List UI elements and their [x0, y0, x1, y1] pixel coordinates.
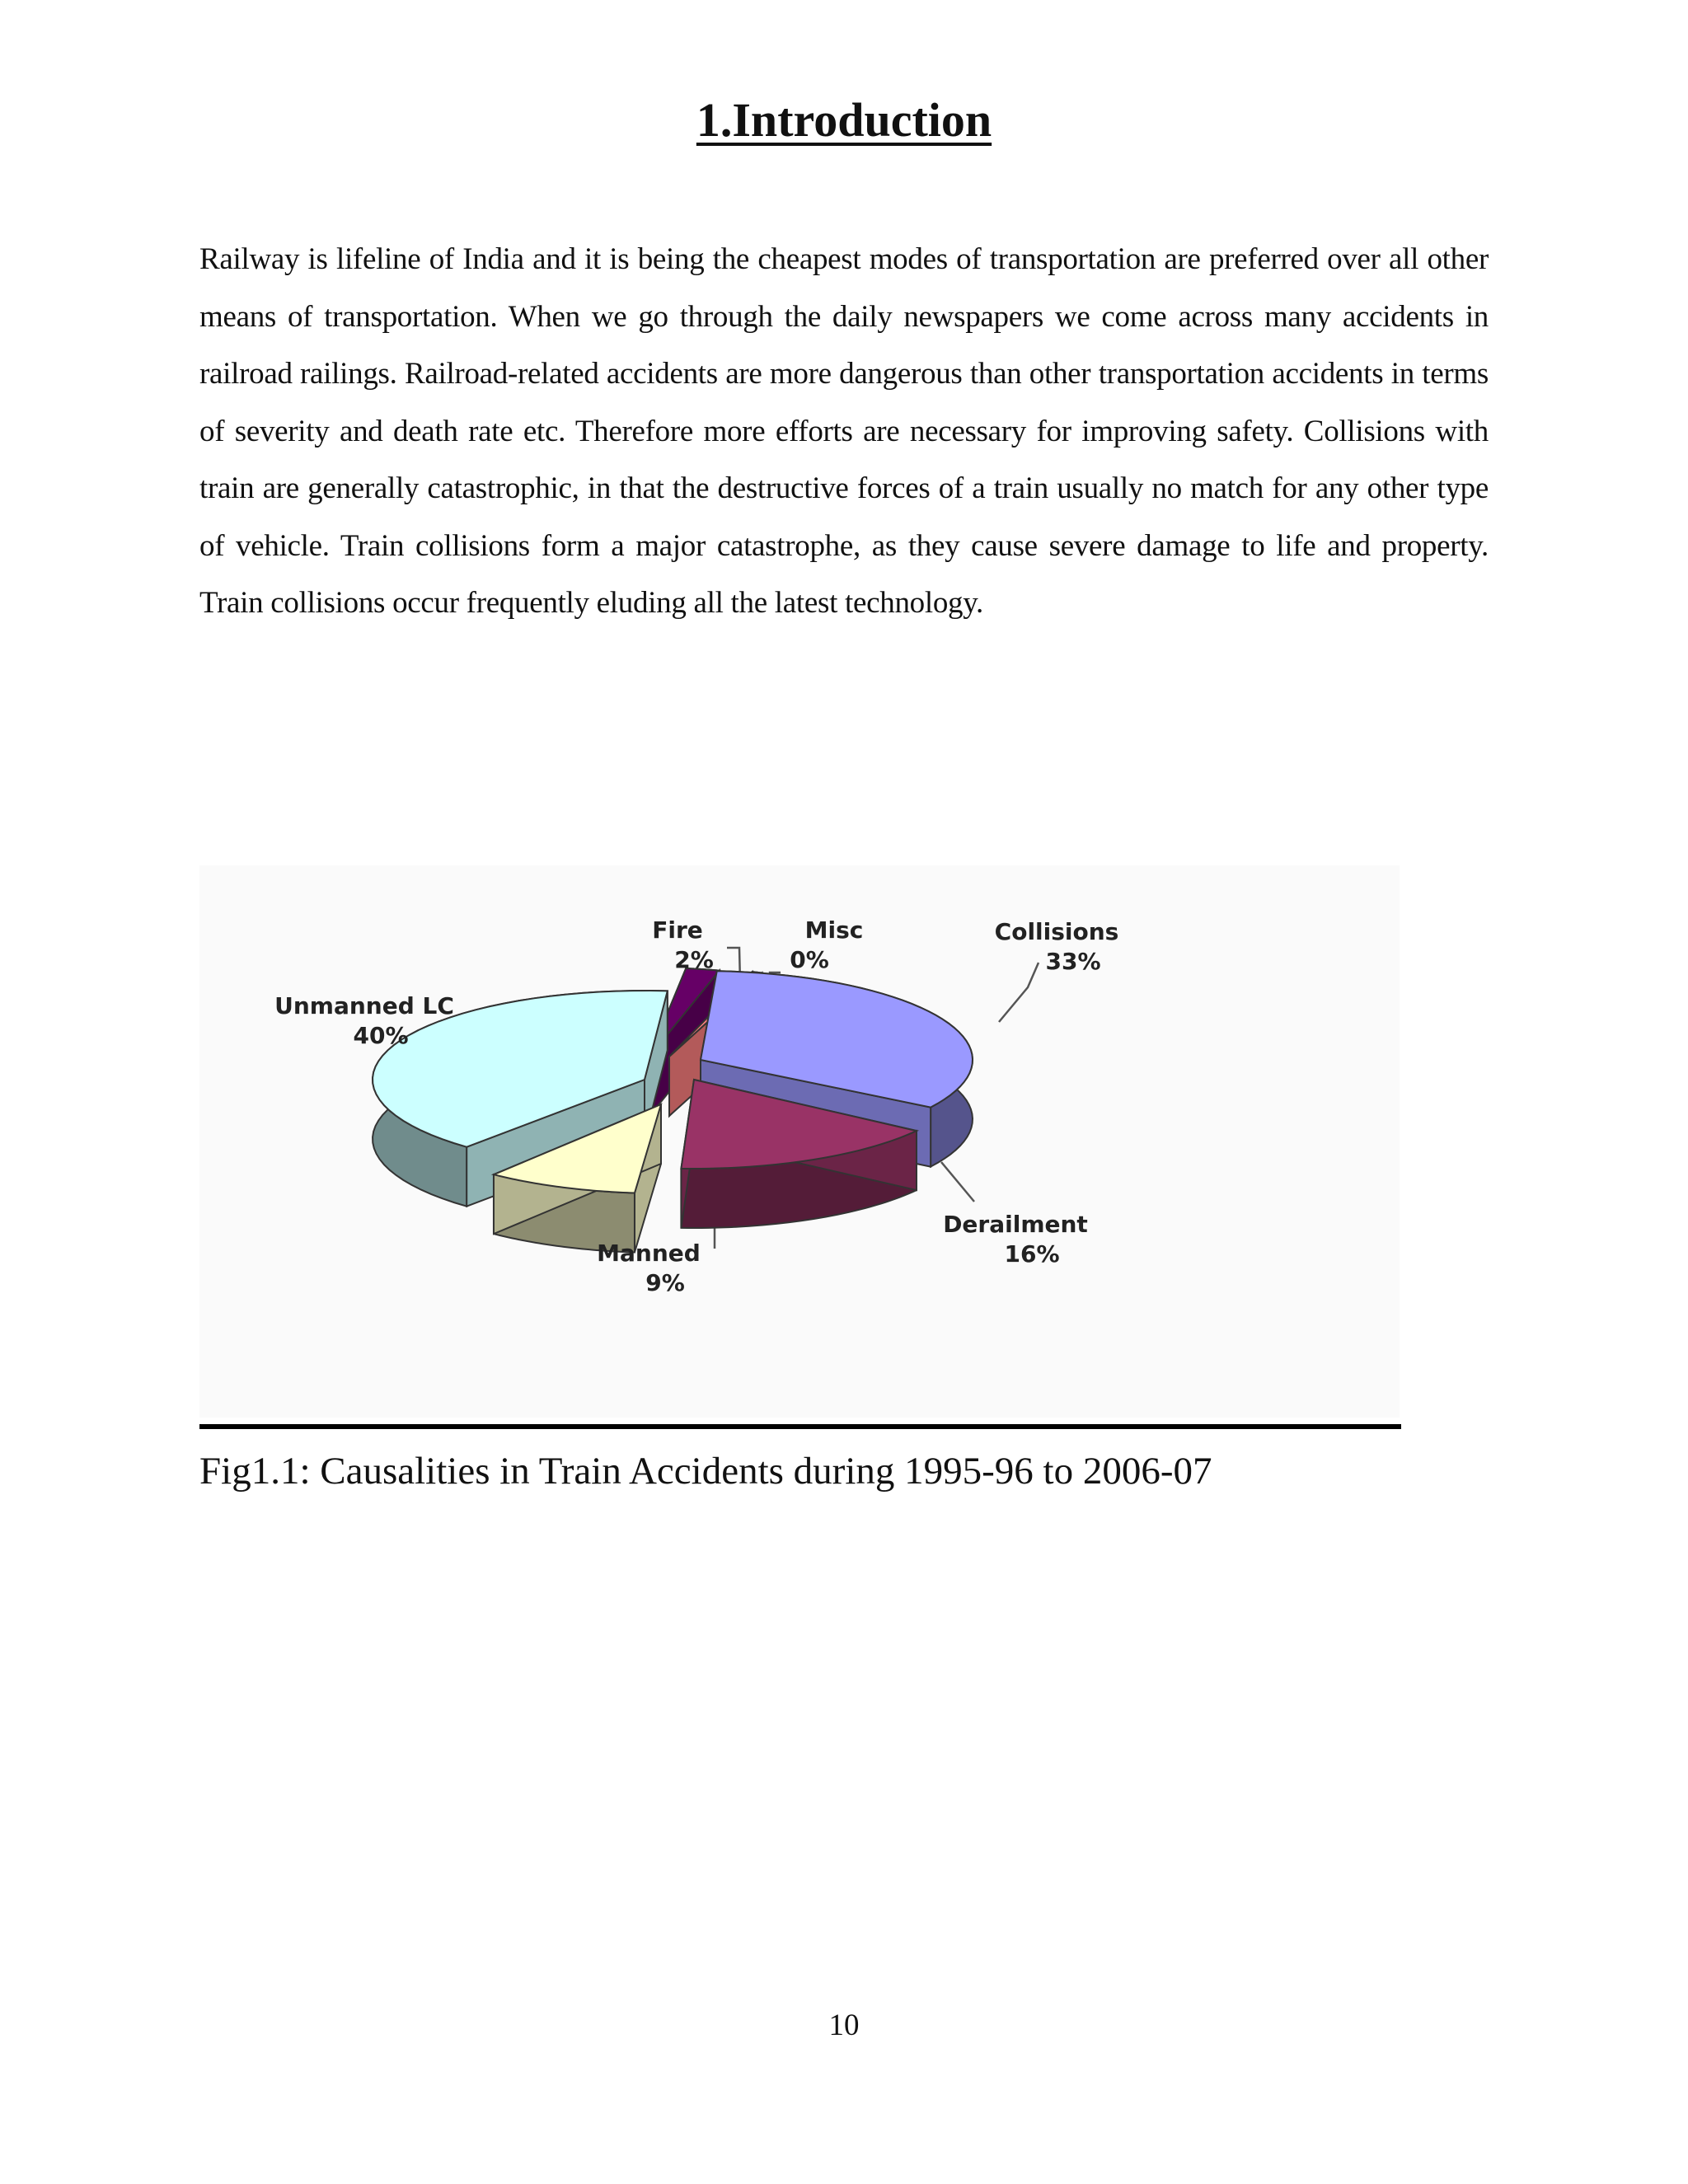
pie-value-unmanned-lc: 40% [353, 1022, 409, 1049]
pie-chart [199, 865, 1400, 1418]
figure-caption: Fig1.1: Causalities in Train Accidents during 1995-96 to 2006-07 [199, 1450, 1212, 1493]
pie-value-derailment: 16% [1004, 1240, 1060, 1268]
pie-label-collisions: Collisions [994, 918, 1119, 945]
section-heading: 1.Introduction [696, 93, 992, 147]
figure-container [199, 865, 1400, 1418]
pie-value-manned: 9% [645, 1269, 685, 1296]
intro-paragraph: Railway is lifeline of India and it is being the cheapest modes of transportation are preferred over all other means of transportation. When we go through the daily newspapers we come across many accidents in railroad railings. Railroad-related accidents are more dangerous than other transportation accidents in terms of severity and death rate etc. Therefore more efforts are necessary for improving safety. Collisions with train are generally catastrophic, in that the destructive forces of a train usually no match for any other type of vehicle. Train collisions form a major catastrophe, as they cause severe damage to life and property. Train collisions occur frequently eluding all the latest technology. [199, 242, 1489, 620]
pie-value-collisions: 33% [1045, 948, 1101, 975]
pie-value-misc: 0% [790, 946, 829, 973]
pie-value-fire: 2% [674, 946, 714, 973]
page-number: 10 [828, 2008, 860, 2042]
pie-label-misc: Misc [804, 916, 864, 944]
pie-label-manned: Manned [597, 1240, 701, 1267]
figure-rule [199, 1424, 1401, 1429]
leader-line [999, 963, 1039, 1022]
leader-line [941, 1162, 974, 1202]
pie-label-derailment: Derailment [943, 1211, 1088, 1238]
pie-label-fire: Fire [652, 916, 703, 944]
pie-label-unmanned-lc: Unmanned LC [274, 992, 454, 1019]
